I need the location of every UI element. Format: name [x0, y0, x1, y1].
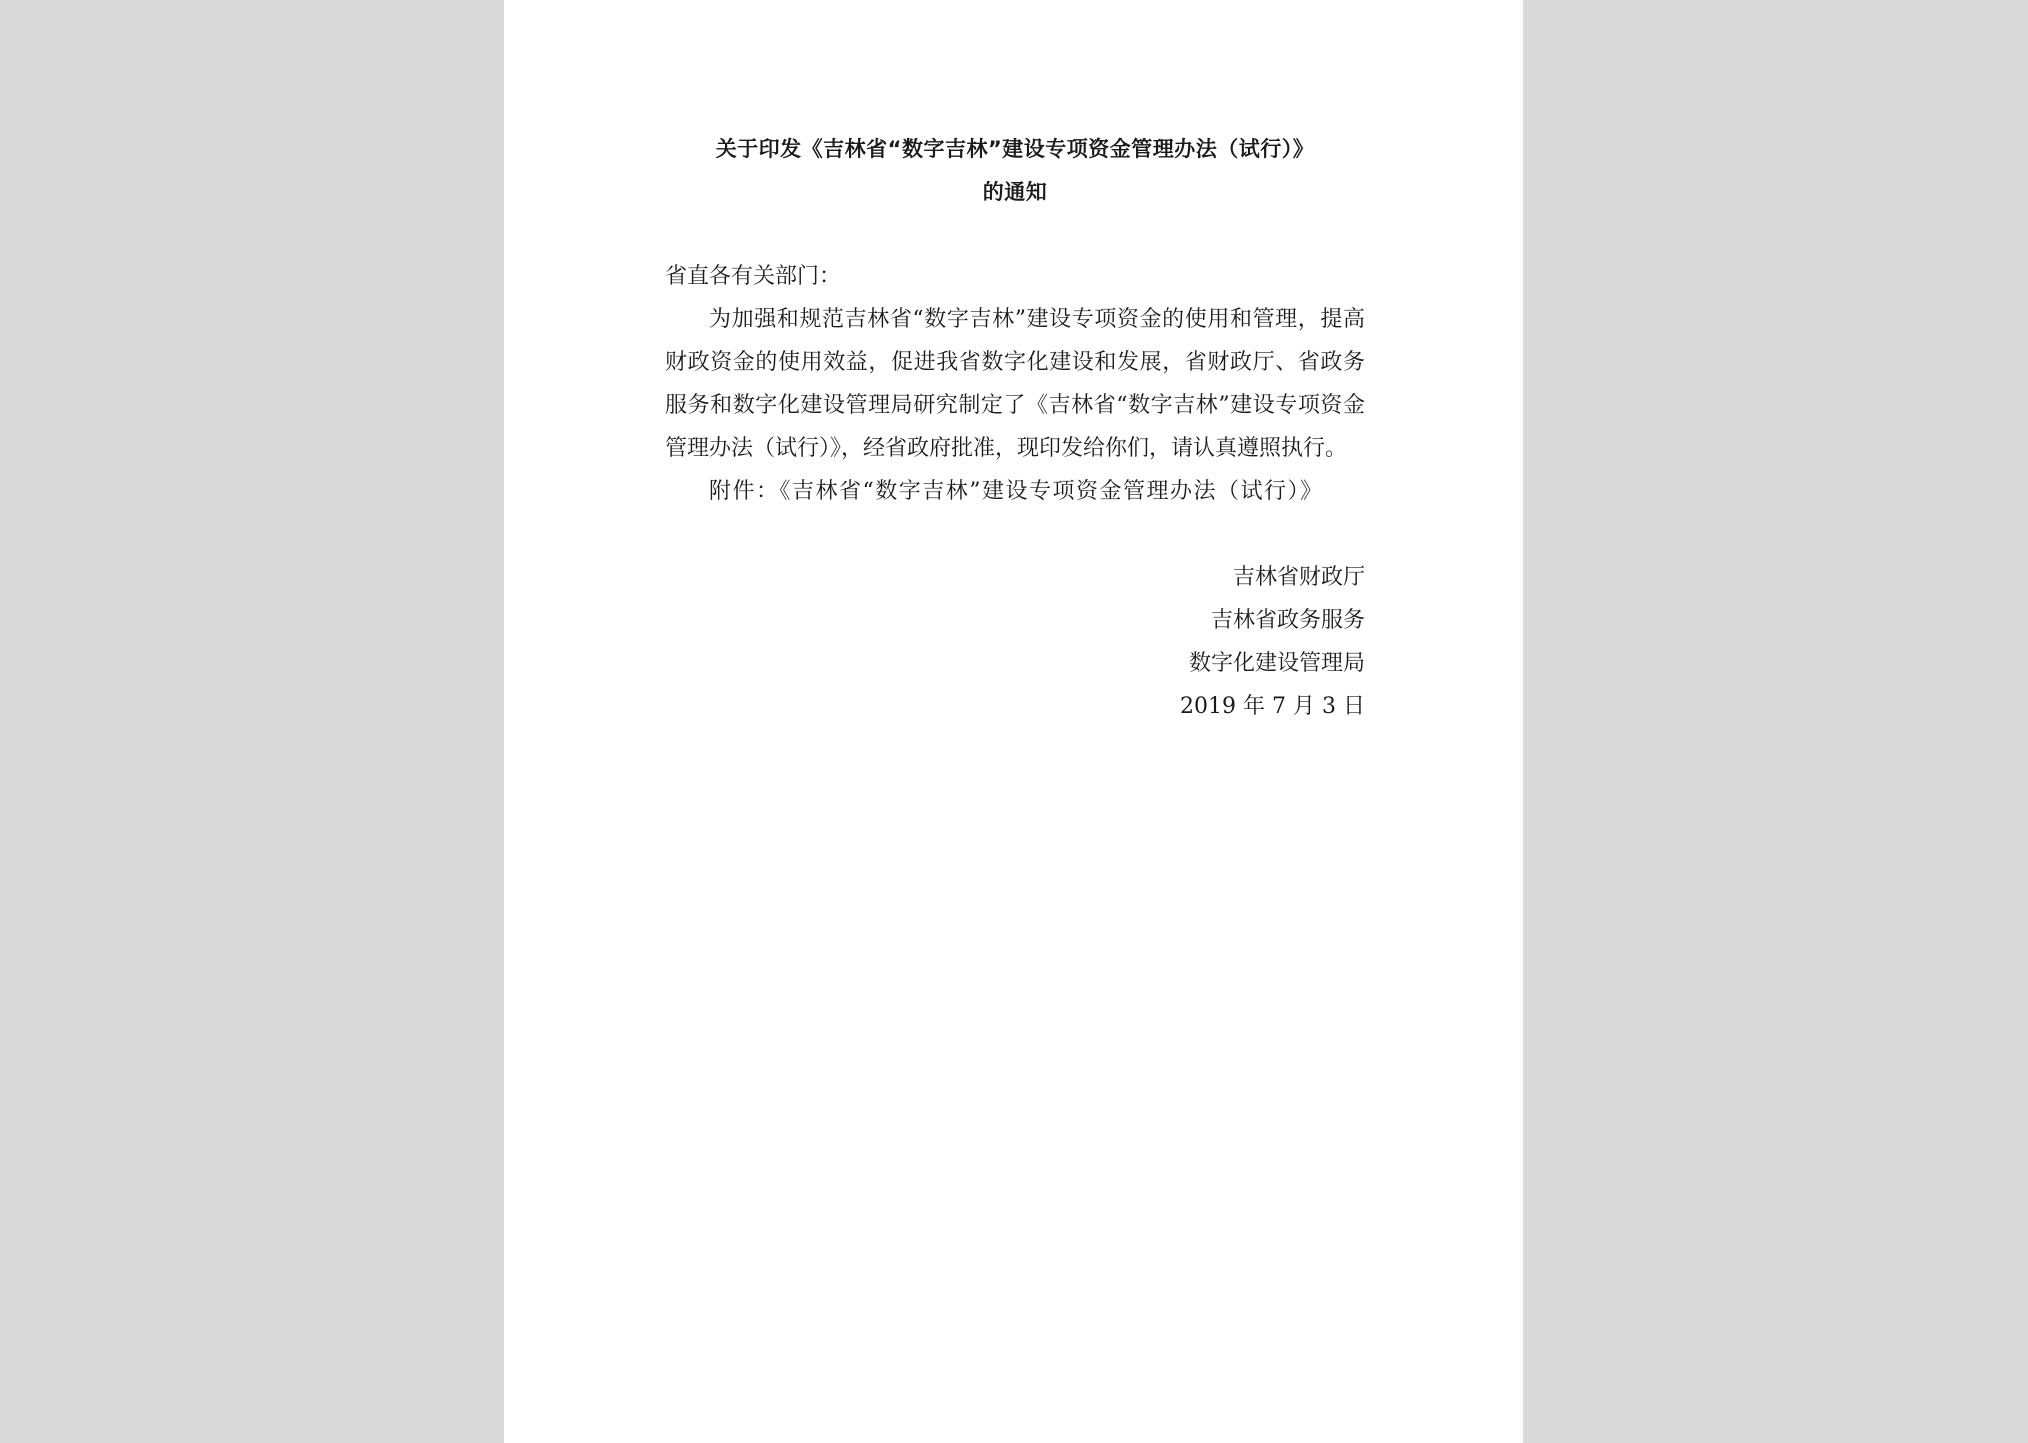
document-content — [665, 128, 1365, 728]
document-title — [665, 128, 1365, 214]
signature-org-government-services: 吉林省政务服务 — [1210, 608, 1365, 633]
title-line-2: 的通知 — [982, 180, 1048, 204]
signature-org-digital-bureau: 数字化建设管理局 — [1188, 651, 1365, 676]
signature-block — [665, 556, 1365, 728]
attachment-line: 附件：《吉林省“数字吉林”建设专项资金管理办法（试行）》 — [709, 479, 1324, 504]
salutation: 省直各有关部门： — [665, 264, 842, 289]
signature-org-finance: 吉林省财政厅 — [1232, 565, 1365, 590]
title-line-1: 关于印发《吉林省“数字吉林”建设专项资金管理办法（试行）》 — [715, 137, 1315, 161]
document-page — [504, 0, 1523, 1443]
body-paragraph: 为加强和规范吉林省“数字吉林”建设专项资金的使用和管理，提高财政资金的使用效益，促进我省数字化建设和发展，省财政厅、省政务服务和数字化建设管理局研究制定了《吉林省“数字吉林”建设专项资金管理办法（试行）》，经省政府批准，现印发给你们，请认真遵照执行。 — [665, 307, 1365, 461]
signature-date: 2019 年 7 月 3 日 — [1180, 694, 1365, 719]
